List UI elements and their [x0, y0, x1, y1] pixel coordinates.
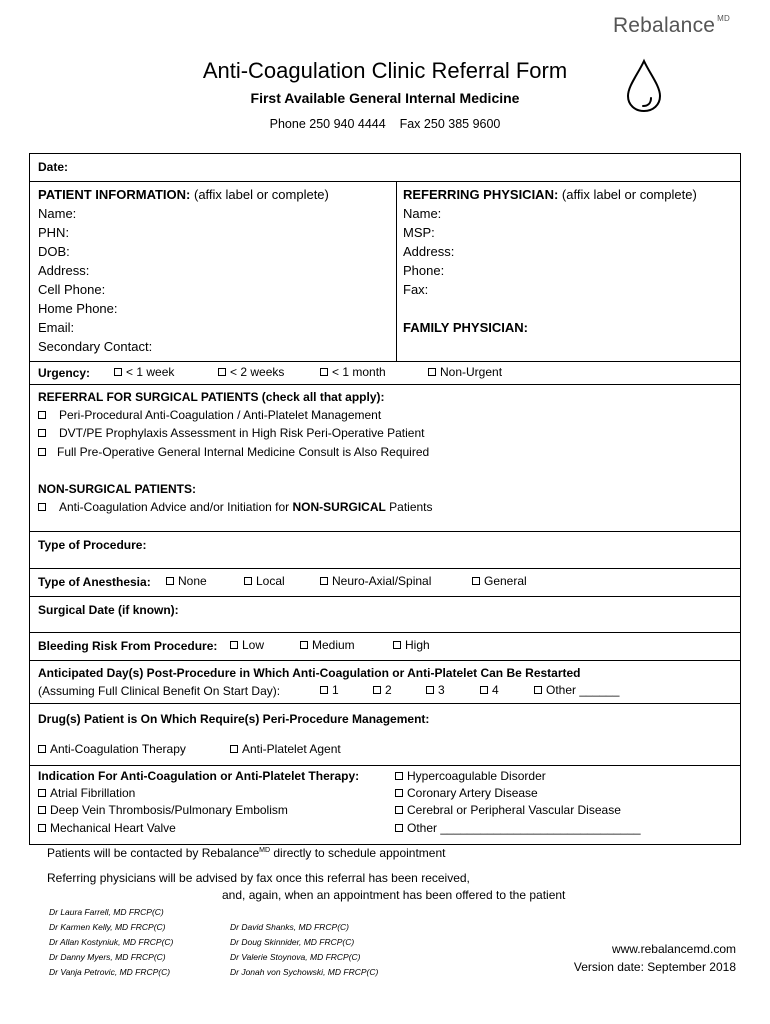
surgical-item-dvt-pe[interactable]: DVT/PE Prophylaxis Assessment in High Risk Peri-Operative Patient	[38, 427, 424, 439]
doctor-name: Dr Vanja Petrovic, MD FRCP(C)	[49, 967, 171, 977]
fax-note: Referring physicians will be advised by fax once this referral has been received,	[47, 871, 470, 885]
drug-anti-platelet[interactable]: Anti-Platelet Agent	[230, 743, 341, 755]
physician-address-field[interactable]: Address:	[403, 244, 455, 259]
clinic-contact: Phone 250 940 4444 Fax 250 385 9600	[269, 117, 501, 131]
checkbox-icon[interactable]	[244, 577, 252, 585]
checkbox-icon[interactable]	[38, 745, 46, 753]
doctor-name: Dr Valerie Stoynova, MD FRCP(C)	[230, 952, 361, 962]
checkbox-icon[interactable]	[38, 429, 46, 437]
checkbox-icon[interactable]	[395, 789, 403, 797]
form-title: Anti-Coagulation Clinic Referral Form	[202, 58, 568, 83]
non-surgical-heading: NON-SURGICAL PATIENTS:	[38, 482, 196, 496]
checkbox-icon[interactable]	[426, 686, 434, 694]
urgency-2-weeks[interactable]: < 2 weeks	[218, 366, 284, 378]
checkbox-icon[interactable]	[38, 411, 46, 419]
indication-other[interactable]: Other ______________________________	[395, 822, 641, 834]
contact-note: Patients will be contacted by Rebalance$^{MD}$ directly to schedule appointment	[47, 846, 446, 860]
patient-dob-field[interactable]: DOB:	[38, 244, 70, 259]
doctor-name: Dr Allan Kostyniuk, MD FRCP(C)	[49, 937, 174, 947]
checkbox-icon[interactable]	[395, 824, 403, 832]
rebalance-logo: Rebalance $^{MD}$	[612, 14, 730, 37]
drugs-heading: Drug(s) Patient is On Which Require(s) Peri-Procedure Management:	[38, 712, 430, 726]
checkbox-icon[interactable]	[320, 686, 328, 694]
checkbox-icon[interactable]	[373, 686, 381, 694]
patient-address-field[interactable]: Address:	[38, 263, 90, 278]
anesthesia-none[interactable]: None	[166, 575, 207, 587]
checkbox-icon[interactable]	[38, 789, 46, 797]
version-date: Version date: September 2018	[573, 960, 736, 974]
type-of-procedure-field[interactable]: Type of Procedure:	[38, 538, 147, 552]
checkbox-icon[interactable]	[166, 577, 174, 585]
checkbox-icon[interactable]	[480, 686, 488, 694]
urgency-non-urgent[interactable]: Non-Urgent	[428, 366, 502, 378]
website-link[interactable]: www.rebalancemd.com	[611, 942, 736, 956]
restart-day-4[interactable]: 4	[480, 684, 499, 696]
bleeding-risk-label: Bleeding Risk From Procedure:	[38, 639, 218, 653]
indication-mechanical-heart-valve[interactable]: Mechanical Heart Valve	[38, 822, 176, 834]
doctor-name: Dr Jonah von Sychowski, MD FRCP(C)	[230, 967, 379, 977]
doctor-name: Dr Doug Skinnider, MD FRCP(C)	[230, 937, 355, 947]
restart-day-3[interactable]: 3	[426, 684, 445, 696]
physician-msp-field[interactable]: MSP:	[403, 225, 435, 240]
referral-form	[29, 153, 741, 845]
patient-name-field[interactable]: Name:	[38, 206, 77, 221]
doctor-name: Dr Laura Farrell, MD FRCP(C)	[49, 907, 164, 917]
checkbox-icon[interactable]	[300, 641, 308, 649]
appointment-note: and, again, when an appointment has been offered to the patient	[222, 888, 566, 902]
doctor-name: Dr Danny Myers, MD FRCP(C)	[49, 952, 166, 962]
referring-physician-heading: REFERRING PHYSICIAN: (affix label or complete)	[403, 187, 697, 202]
checkbox-icon[interactable]	[395, 772, 403, 780]
bleeding-high[interactable]: High	[393, 639, 430, 651]
checkbox-icon[interactable]	[230, 745, 238, 753]
drug-anti-coagulation[interactable]: Anti-Coagulation Therapy	[38, 743, 186, 755]
surgical-patients-heading: REFERRAL FOR SURGICAL PATIENTS (check all that apply):	[38, 390, 385, 404]
checkbox-icon[interactable]	[114, 368, 122, 376]
checkbox-icon[interactable]	[395, 806, 403, 814]
indication-heading: Indication For Anti-Coagulation or Anti-Platelet Therapy:	[38, 769, 360, 783]
indication-dvt-pe[interactable]: Deep Vein Thrombosis/Pulmonary Embolism	[38, 804, 288, 816]
checkbox-icon[interactable]	[218, 368, 226, 376]
physician-fax-field[interactable]: Fax:	[403, 282, 429, 297]
checkbox-icon[interactable]	[472, 577, 480, 585]
checkbox-icon[interactable]	[230, 641, 238, 649]
bleeding-low[interactable]: Low	[230, 639, 264, 651]
non-surgical-item[interactable]: Anti-Coagulation Advice and/or Initiation for NON-SURGICAL Patients	[38, 501, 433, 513]
surgical-item-full-preop[interactable]: Full Pre-Operative General Internal Medicine Consult is Also Required	[38, 446, 429, 458]
checkbox-icon[interactable]	[393, 641, 401, 649]
checkbox-icon[interactable]	[320, 368, 328, 376]
indication-cerebral-peripheral[interactable]: Cerebral or Peripheral Vascular Disease	[395, 804, 621, 816]
patient-cell-phone-field[interactable]: Cell Phone:	[38, 282, 106, 297]
patient-info-heading: PATIENT INFORMATION: (affix label or complete)	[38, 187, 329, 202]
form-subtitle: First Available General Internal Medicine	[250, 90, 520, 106]
doctor-name: Dr Karmen Kelly, MD FRCP(C)	[49, 922, 166, 932]
restart-days-subheading: (Assuming Full Clinical Benefit On Start Day):	[38, 684, 281, 698]
surgical-item-peri-procedural[interactable]: Peri-Procedural Anti-Coagulation / Anti-Platelet Management	[38, 409, 381, 421]
surgical-date-field[interactable]: Surgical Date (if known):	[38, 603, 179, 617]
restart-day-2[interactable]: 2	[373, 684, 392, 696]
checkbox-icon[interactable]	[38, 448, 46, 456]
anesthesia-label: Type of Anesthesia:	[38, 575, 151, 589]
physician-name-field[interactable]: Name:	[403, 206, 442, 221]
checkbox-icon[interactable]	[534, 686, 542, 694]
checkbox-icon[interactable]	[38, 806, 46, 814]
urgency-label: Urgency:	[38, 366, 91, 380]
date-label: Date:	[38, 160, 69, 174]
patient-email-field[interactable]: Email:	[38, 320, 75, 335]
patient-secondary-contact-field[interactable]: Secondary Contact:	[38, 339, 153, 354]
bleeding-medium[interactable]: Medium	[300, 639, 355, 651]
patient-home-phone-field[interactable]: Home Phone:	[38, 301, 118, 316]
doctor-name: Dr David Shanks, MD FRCP(C)	[230, 922, 350, 932]
indication-coronary-artery[interactable]: Coronary Artery Disease	[395, 787, 538, 799]
urgency-1-month[interactable]: < 1 month	[320, 366, 386, 378]
physician-phone-field[interactable]: Phone:	[403, 263, 445, 278]
checkbox-icon[interactable]	[38, 503, 46, 511]
family-physician-field[interactable]: FAMILY PHYSICIAN:	[403, 320, 528, 335]
anesthesia-general[interactable]: General	[472, 575, 527, 587]
restart-day-other[interactable]: Other ______	[534, 684, 619, 696]
restart-day-1[interactable]: 1	[320, 684, 339, 696]
anesthesia-neuro-axial[interactable]: Neuro-Axial/Spinal	[320, 575, 431, 587]
checkbox-icon[interactable]	[428, 368, 436, 376]
urgency-1-week[interactable]: < 1 week	[114, 366, 174, 378]
checkbox-icon[interactable]	[320, 577, 328, 585]
indication-hypercoagulable[interactable]: Hypercoagulable Disorder	[395, 770, 546, 782]
checkbox-icon[interactable]	[38, 824, 46, 832]
patient-phn-field[interactable]: PHN:	[38, 225, 70, 240]
indication-atrial-fibrillation[interactable]: Atrial Fibrillation	[38, 787, 135, 799]
anesthesia-local[interactable]: Local	[244, 575, 285, 587]
restart-days-heading: Anticipated Day(s) Post-Procedure in Which Anti-Coagulation or Anti-Platelet Can Be Restarted	[38, 666, 581, 680]
